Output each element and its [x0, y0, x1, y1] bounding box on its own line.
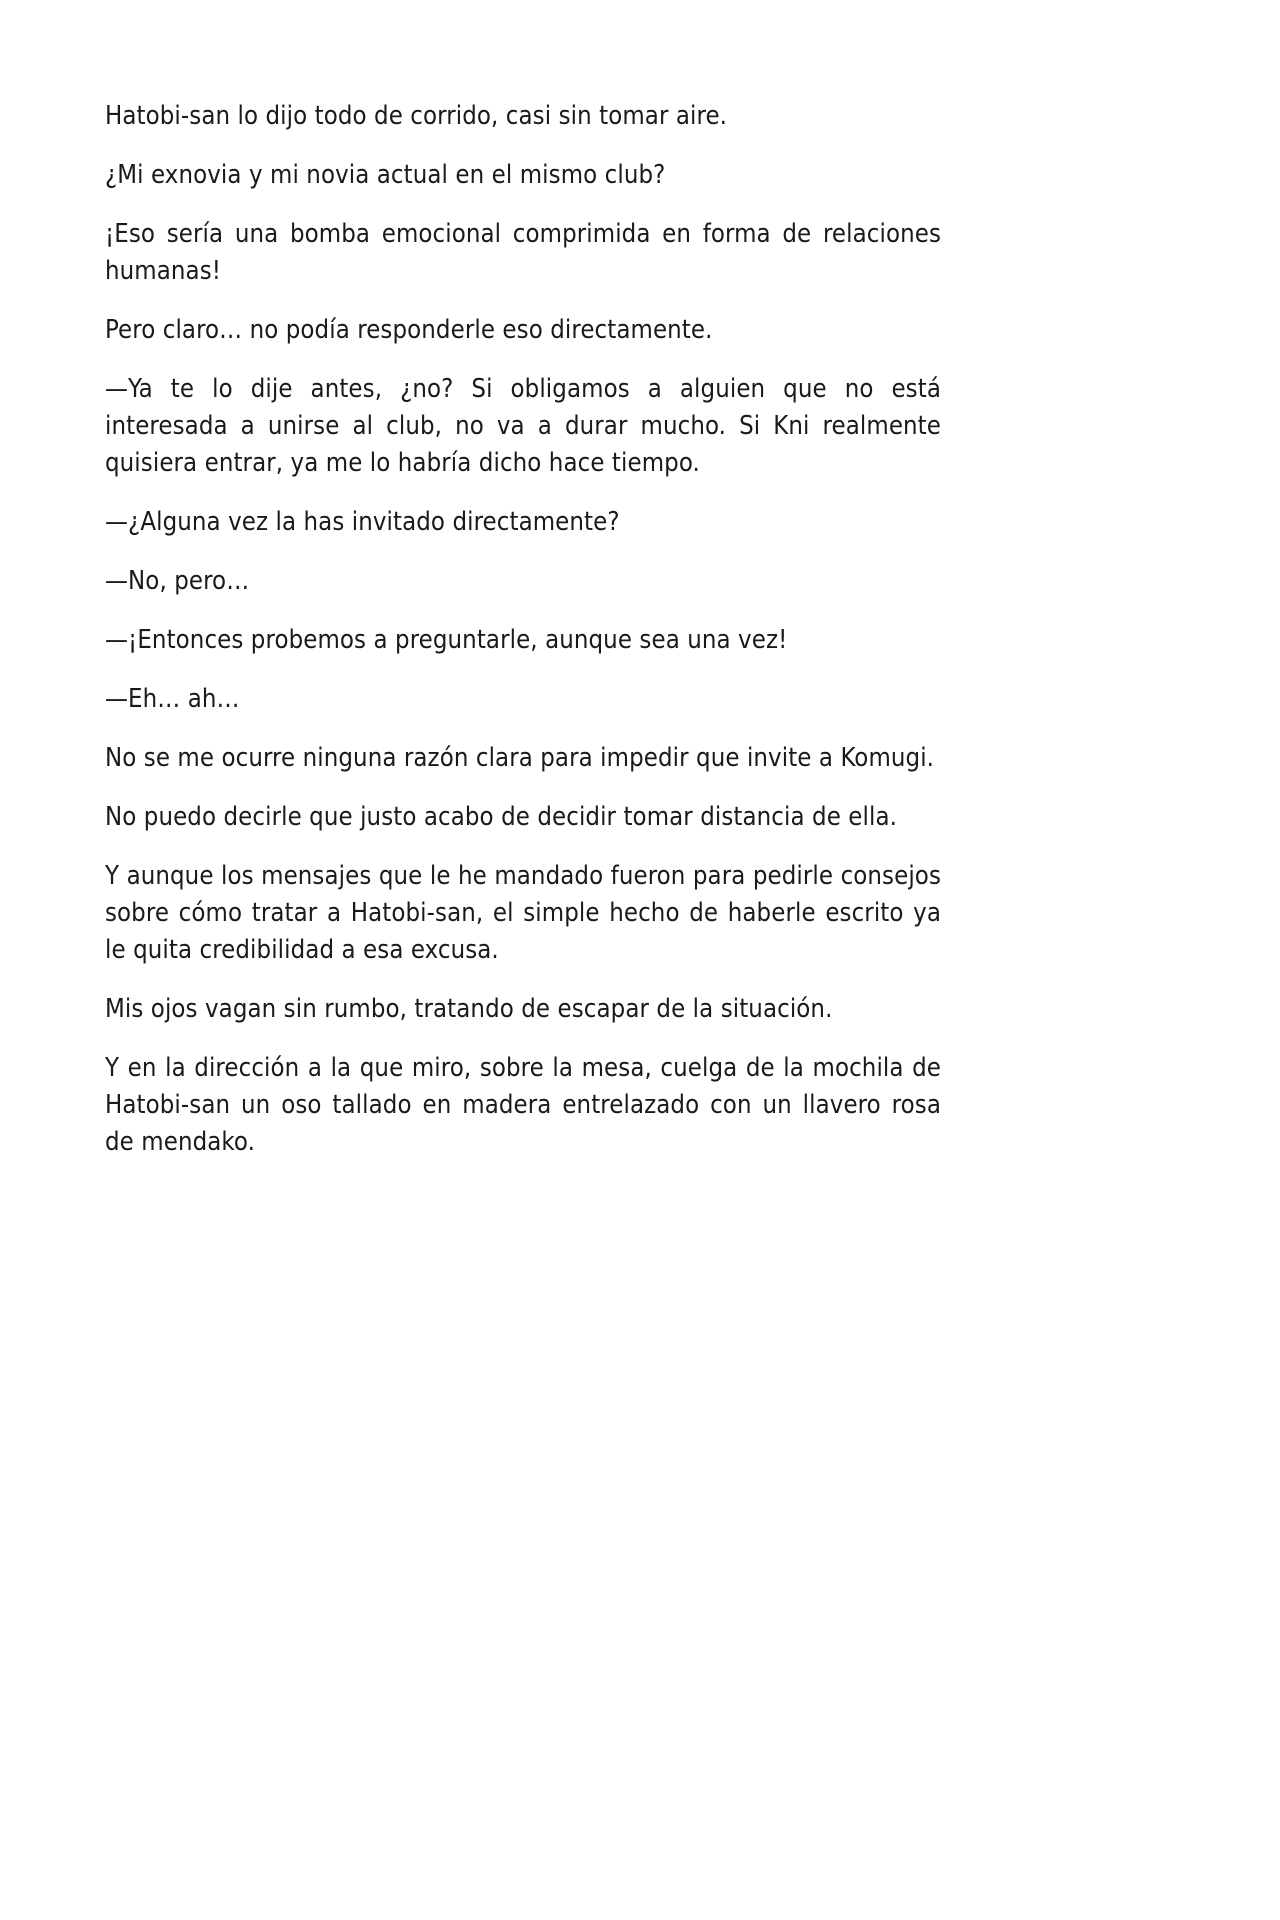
- paragraph-dialogue: —¿Alguna vez la has invitado directamente?: [105, 507, 620, 537]
- paragraph-narration: Pero claro… no podía responderle eso directamente.: [105, 315, 713, 345]
- paragraph-inner-thought: ¿Mi exnovia y mi novia actual en el mismo club?: [105, 160, 666, 190]
- paragraph-inner-thought: ¡Eso sería una bomba emocional comprimida en forma de relaciones humanas!: [105, 219, 941, 286]
- paragraph-narration: Hatobi-san lo dijo todo de corrido, casi sin tomar aire.: [105, 101, 728, 131]
- paragraph-dialogue: —Eh… ah…: [105, 684, 240, 714]
- paragraph-narration: No puedo decirle que justo acabo de decidir tomar distancia de ella.: [105, 802, 898, 832]
- paragraph-narration: Y aunque los mensajes que le he mandado fueron para pedirle consejos sobre cómo tratar a Hatobi-san, el simple hecho de haberle escrito ya le quita credibilidad a esa excusa.: [105, 861, 941, 965]
- paragraph-dialogue: —¡Entonces probemos a preguntarle, aunque sea una vez!: [105, 625, 788, 655]
- paragraph-narration: Y en la dirección a la que miro, sobre la mesa, cuelga de la mochila de Hatobi-san un oso tallado en madera entrelazado con un llavero rosa de mendako.: [105, 1053, 941, 1157]
- paragraph-dialogue: —Ya te lo dije antes, ¿no? Si obligamos a alguien que no está interesada a unirse al club, no va a durar mucho. Si Kni realmente quisiera entrar, ya me lo habría dicho hace tiempo.: [105, 374, 941, 478]
- paragraph-dialogue: —No, pero…: [105, 566, 250, 596]
- paragraph-narration: Mis ojos vagan sin rumbo, tratando de escapar de la situación.: [105, 994, 833, 1024]
- paragraph-narration: No se me ocurre ninguna razón clara para impedir que invite a Komugi.: [105, 743, 935, 773]
- document-text-column: [105, 98, 941, 1161]
